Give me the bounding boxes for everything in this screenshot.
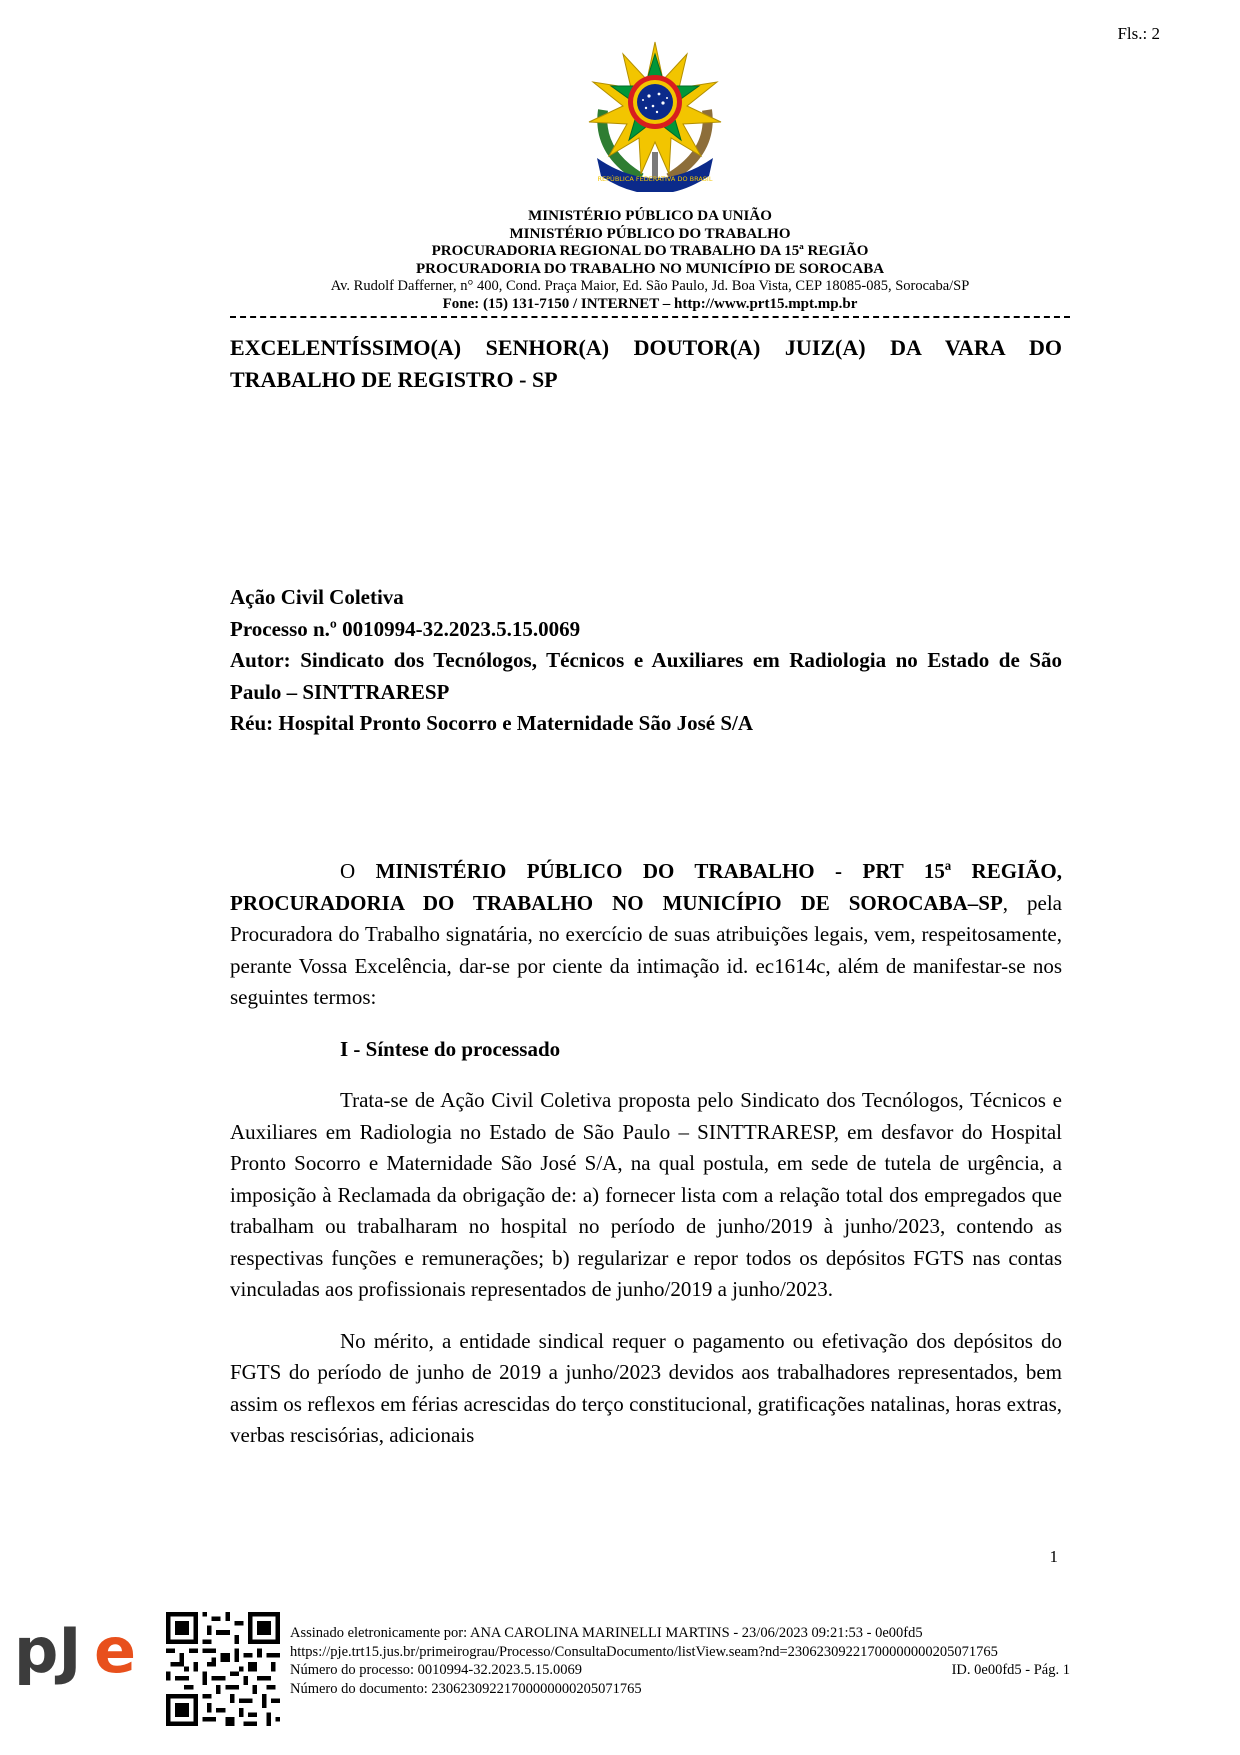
section-heading: I - Síntese do processado — [340, 1036, 561, 1061]
electronic-signature — [290, 1624, 1070, 1698]
signature-url: https://pje.trt15.jus.br/primeirograu/Processo/ConsultaDocumento/listView.seam?nd=23062309221700000000205071765 — [290, 1643, 998, 1660]
case-defendant: Réu: Hospital Pronto Socorro e Maternidade São José S/A — [230, 711, 754, 735]
header-line-3: PROCURADORIA REGIONAL DO TRABALHO DA 15ª REGIÃO — [431, 243, 869, 259]
svg-text:pJ: pJ — [14, 1614, 82, 1687]
case-author: Autor: Sindicato dos Tecnólogos, Técnicos e Auxiliares em Radiologia no Estado de São Paulo – SINTTRARESP — [230, 648, 1062, 704]
header-address: Av. Rudolf Dafferner, n° 400, Cond. Praça Maior, Ed. São Paulo, Jd. Boa Vista, CEP 18085-085, Sorocaba/SP — [330, 278, 970, 294]
signature-document-number: Número do documento: 23062309221700000000205071765 — [290, 1680, 642, 1697]
pje-logo-icon — [14, 1612, 150, 1690]
signature-doc-id: ID. 0e00fd5 - Pág. 1 — [951, 1662, 1070, 1678]
header-line-2: MINISTÉRIO PÚBLICO DO TRABALHO — [509, 225, 791, 242]
case-process-number: Processo n.º 0010994-32.2023.5.15.0069 — [230, 616, 581, 641]
header-contact: Fone: (15) 131-7150 / INTERNET – http://www.prt15.mpt.mp.br — [442, 295, 858, 312]
header-line-4: PROCURADORIA DO TRABALHO NO MUNICÍPIO DE SOROCABA — [415, 260, 885, 277]
addressee: EXCELENTÍSSIMO(A) SENHOR(A) DOUTOR(A) JUIZ(A) DA VARA DO TRABALHO DE REGISTRO - SP — [230, 335, 1062, 392]
paragraph-2: No mérito, a entidade sindical requer o pagamento ou efetivação dos depósitos do FGTS do período de junho de 2019 a junho/2023 devidos aos trabalhadores representados, bem assim os reflexos em férias acrescidas do terço constitucional, gratificações natalinas, horas extras, verbas rescisórias, adicionais — [230, 1328, 1062, 1447]
coat-of-arms-icon — [583, 40, 727, 192]
case-info — [230, 582, 1062, 740]
intro-prefix: O — [340, 859, 376, 883]
intro-paragraph — [230, 856, 1062, 1014]
page-number: 1 — [1049, 1547, 1058, 1566]
signature-signed-by: Assinado eletronicamente por: ANA CAROLINA MARINELLI MARTINS - 23/06/2023 09:21:53 - 0e00fd5 — [290, 1625, 923, 1641]
folio-number: Fls.: 2 — [1117, 24, 1160, 43]
intro-rest: , pela Procuradora do Trabalho signatária, no exercício de suas atribuições legais, vem, respeitosamente, perante Vossa Excelência, dar-se por ciente da intimação id. ec1614c, além de manifestar-se nos seguintes termos: — [230, 890, 1062, 1009]
paragraph-1: Trata-se de Ação Civil Coletiva proposta pelo Sindicato dos Tecnólogos, Técnicos e Auxiliares em Radiologia no Estado de São Paulo – SINTTRARESP, em desfavor do Hospital Pronto Socorro e Maternidade São José S/A, na qual postula, em sede de tutela de urgência, a imposição à Reclamada da obrigação de: a) fornecer lista com a relação total dos empregados que trabalham ou trabalharam no hospital no período de junho/2019 à junho/2023, contendo as respectivas funções e remunerações; b) regularizar e repor todos os depósitos FGTS nas contas vinculadas aos profissionais representados de junho/2019 a junho/2023. — [230, 1088, 1062, 1301]
svg-text:REPÚBLICA FEDERATIVA DO BRASIL: REPÚBLICA FEDERATIVA DO BRASIL — [597, 175, 713, 183]
signature-process-number: Número do processo: 0010994-32.2023.5.15.0069 — [290, 1662, 582, 1678]
qr-code-icon — [166, 1612, 280, 1726]
case-action: Ação Civil Coletiva — [230, 585, 404, 609]
intro-bold: MINISTÉRIO PÚBLICO DO TRABALHO - PRT 15ª REGIÃO, PROCURADORIA DO TRABALHO NO MUNICÍPIO DE SOROCABA–SP — [230, 859, 1062, 915]
signature-process-row — [290, 1661, 1070, 1680]
header-line-1: MINISTÉRIO PÚBLICO DA UNIÃO — [528, 208, 772, 224]
header-divider — [230, 316, 1070, 318]
institution-header — [230, 208, 1070, 313]
svg-text:e: e — [94, 1614, 137, 1687]
document-body — [230, 856, 1062, 1452]
